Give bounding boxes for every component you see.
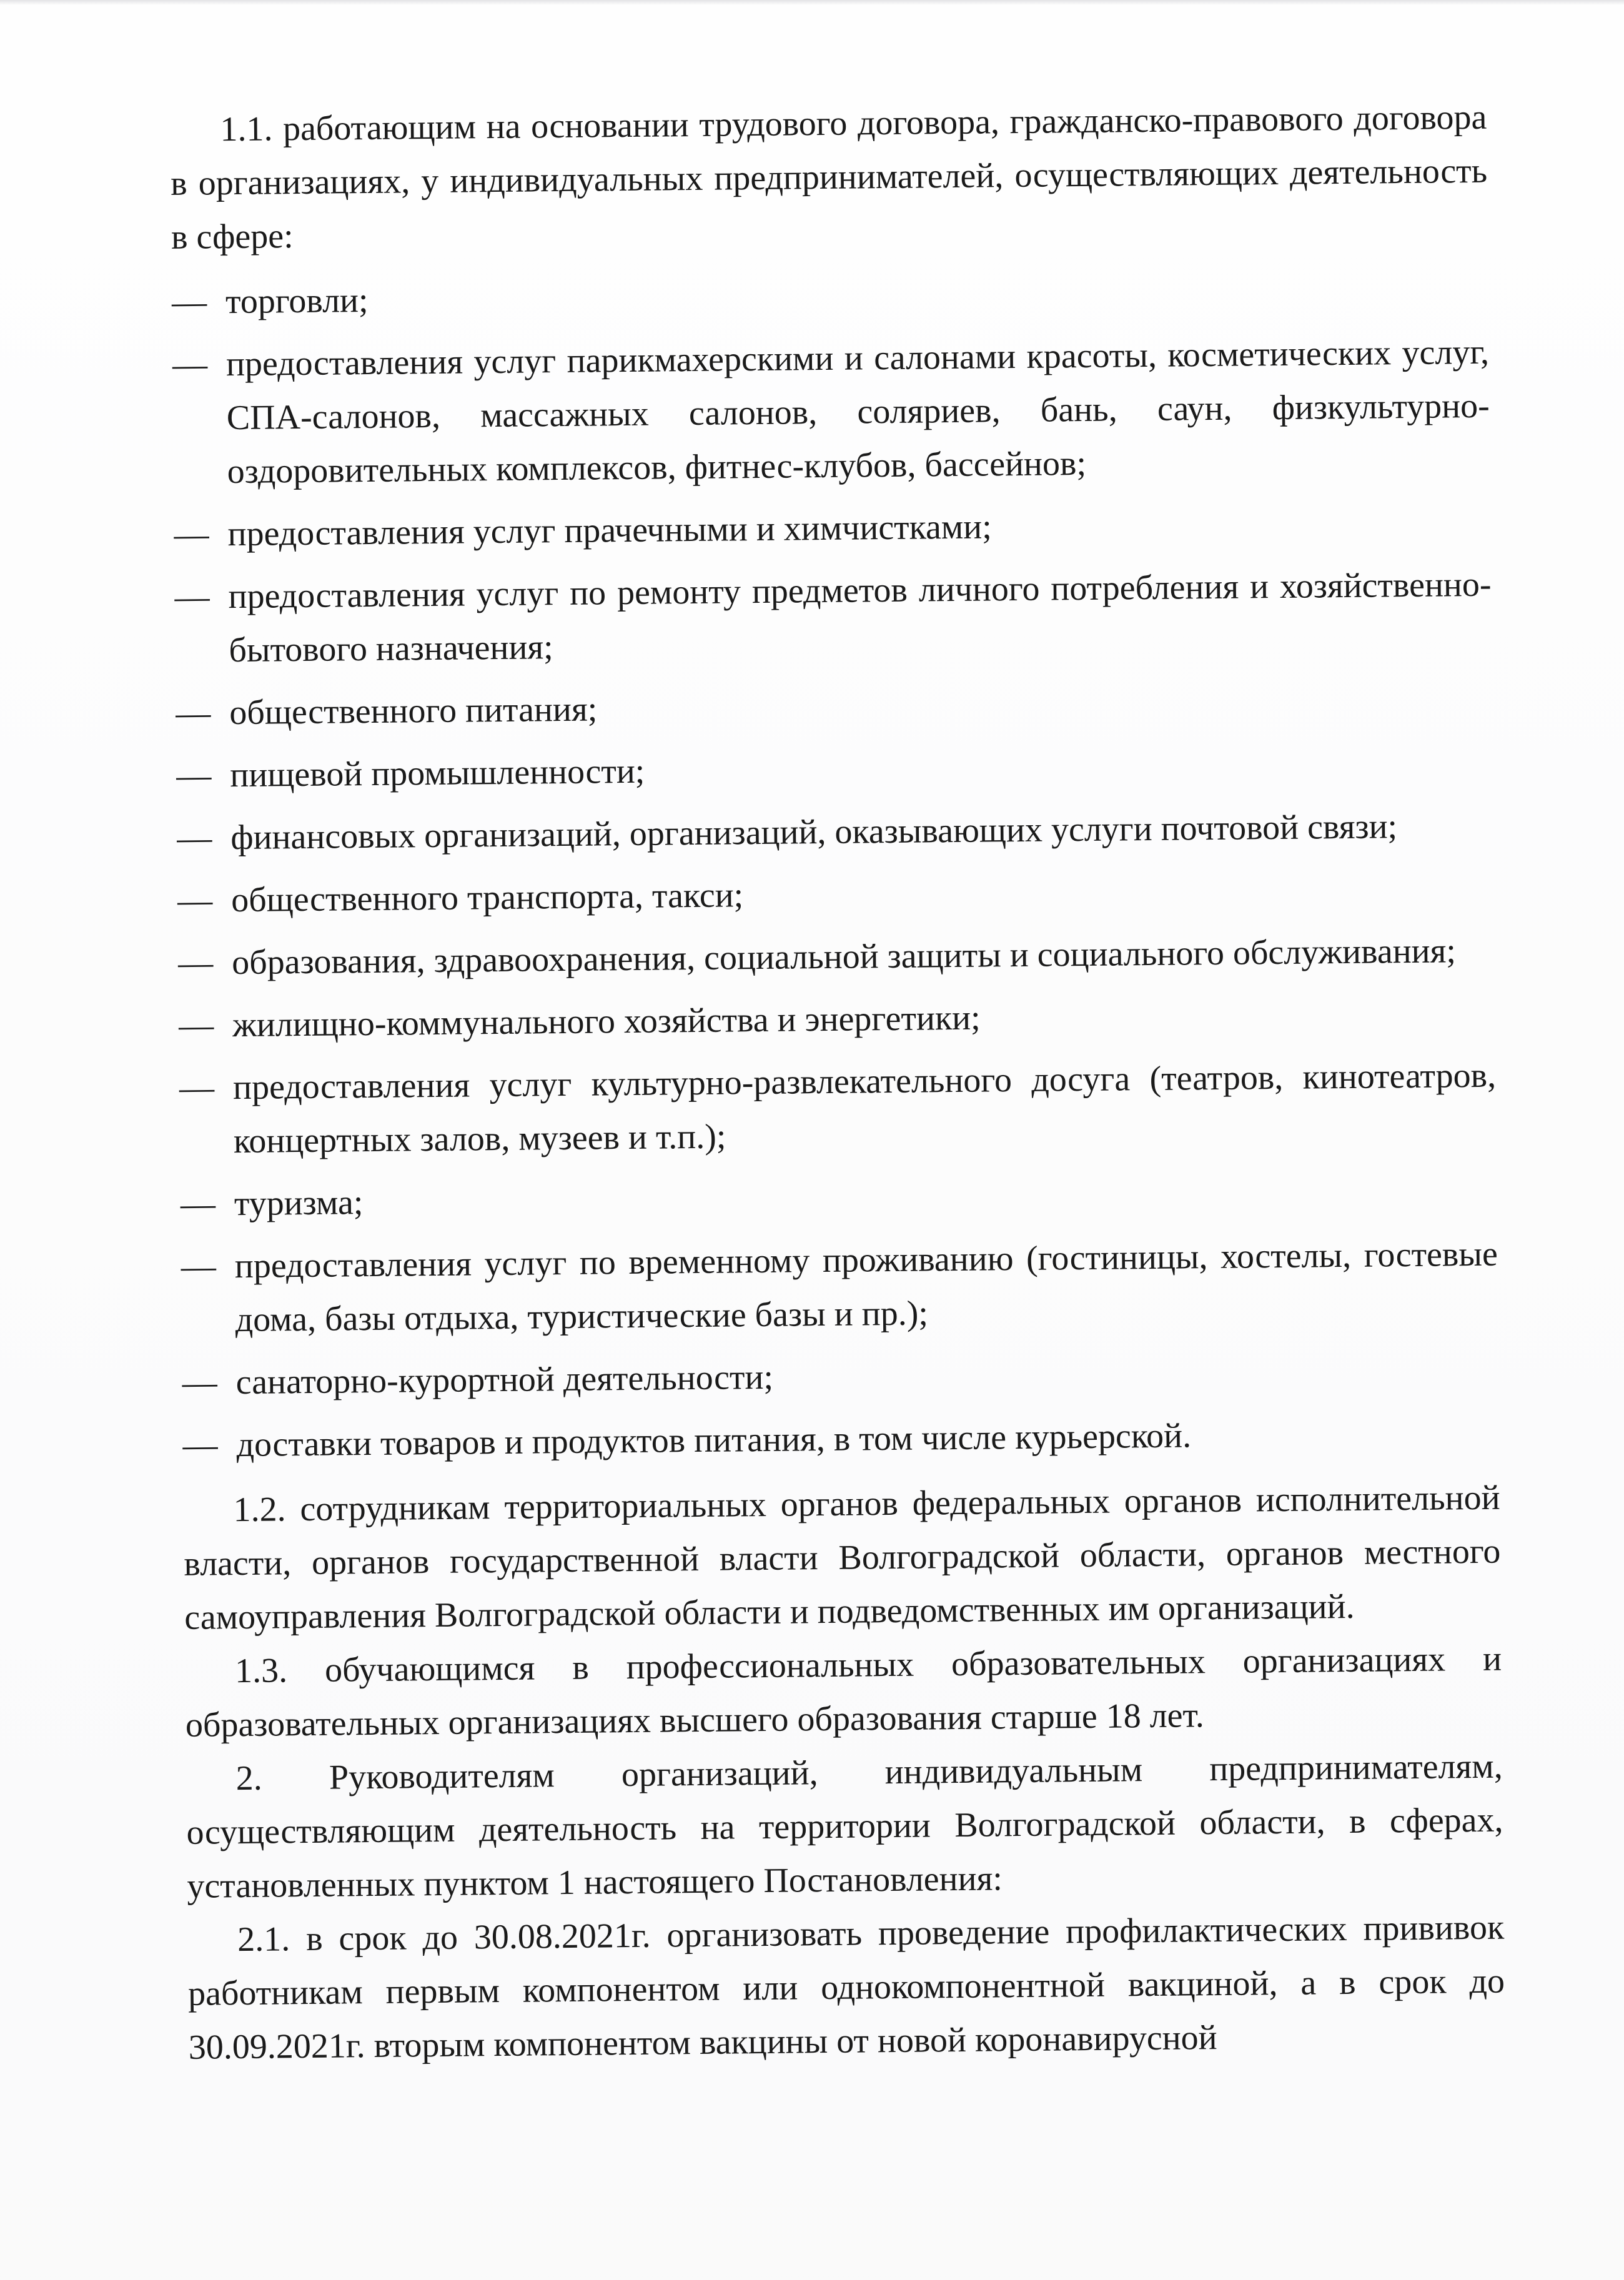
list-item-text: предоставления услуг по ремонту предметов личного потребления и хозяйственно-бытового назначения;: [228, 565, 1492, 670]
list-item-text: образования, здравоохранения, социальной защиты и социального обслуживания;: [231, 931, 1457, 983]
list-item: [179, 986, 1496, 1053]
list-item-text: общественного транспорта, такси;: [230, 876, 744, 920]
list-item-text: финансовых организаций, организаций, оказывающих услуги почтовой связи;: [230, 807, 1398, 858]
list-item: [182, 1406, 1500, 1472]
paragraph-1-2: 1.2. сотрудникам территориальных органов федеральных органов исполнительной власти, органов государственной власти Волгоградской области, органов местного самоуправления Волгоградской области и подведомственных им организаций.: [184, 1478, 1501, 1637]
list-item: [181, 1227, 1498, 1347]
paragraph-2-1: 2.1. в срок до 30.08.2021г. организовать проведение профилактических прививок работникам первым компонентом или однокомпонентной вакциной, а в срок до 30.09.2021г. вторым компонентом вакцины от новой коронавирусной: [187, 1908, 1505, 2067]
dash-bullet: —: [181, 1247, 217, 1286]
list-item-text: туризма;: [234, 1183, 364, 1224]
dash-bullet: —: [174, 515, 209, 554]
paragraph-2: 2. Руководителям организаций, индивидуальным предпринимателям, осуществляющим деятельность на территории Волгоградской области, в сферах, установленных пунктом 1 настоящего Постановления:: [186, 1747, 1503, 1906]
document-body: [170, 91, 1505, 2074]
dash-bullet: —: [176, 693, 211, 733]
dash-bullet: —: [176, 756, 212, 795]
list-item: [177, 861, 1495, 928]
dash-bullet: —: [179, 1068, 215, 1108]
list-item: [176, 736, 1493, 803]
list-item-text: торговли;: [225, 280, 369, 322]
dash-bullet: —: [180, 1184, 216, 1224]
list-item-text: предоставления услуг прачечными и химчистками;: [227, 507, 993, 554]
dash-bullet: —: [174, 577, 210, 617]
list-item: [174, 495, 1491, 562]
dash-bullet: —: [171, 282, 207, 322]
list-item-text: жилищно-коммунального хозяйства и энергетики;: [232, 998, 981, 1045]
list-item-text: санаторно-курортной деятельности;: [235, 1357, 774, 1402]
list-item: [174, 558, 1492, 678]
list-item-text: пищевой промышленности;: [230, 751, 645, 795]
dash-bullet: —: [177, 943, 214, 983]
dash-bullet: —: [182, 1425, 218, 1465]
paragraph-1-1: 1.1. работающим на основании трудового договора, гражданско-правового договора в организациях, у индивидуальных предпринимателей, осуществляющих деятельность в сфере:: [170, 97, 1488, 257]
list-item: [177, 799, 1494, 865]
list-item: [178, 924, 1495, 990]
list-item-text: общественного питания;: [229, 690, 598, 733]
sphere-list: [172, 263, 1500, 1472]
dash-bullet: —: [182, 1363, 217, 1402]
paragraph-1-3: 1.3. обучающимся в профессиональных образовательных организациях и образовательных организациях высшего образования старше 18 лет.: [185, 1639, 1502, 1745]
list-item: [182, 1344, 1499, 1410]
list-item: [172, 325, 1490, 499]
list-item-text: предоставления услуг по временному проживанию (гостиницы, хостелы, гостевые дома, базы отдыха, туристические базы и пр.);: [234, 1234, 1498, 1340]
list-item: [179, 1049, 1497, 1169]
list-item: [172, 263, 1489, 329]
list-item-text: доставки товаров и продуктов питания, в том числе курьерской.: [236, 1416, 1192, 1465]
dash-bullet: —: [177, 818, 212, 858]
list-item: [176, 674, 1493, 740]
list-item: [181, 1165, 1498, 1231]
dash-bullet: —: [177, 881, 213, 920]
page-edge: [0, 0, 1624, 5]
list-item-text: предоставления услуг культурно-развлекательного досуга (театров, кинотеатров, концертных залов, музеев и т.п.);: [232, 1056, 1497, 1161]
dash-bullet: —: [172, 345, 208, 384]
dash-bullet: —: [178, 1006, 214, 1045]
list-item-text: предоставления услуг парикмахерскими и салонами красоты, косметических услуг, СПА-салонов, массажных салонов, соляриев, бань, саун, физкультурно-оздоровительных комплексов, фитнес-клубов, бассейнов;: [225, 332, 1490, 492]
